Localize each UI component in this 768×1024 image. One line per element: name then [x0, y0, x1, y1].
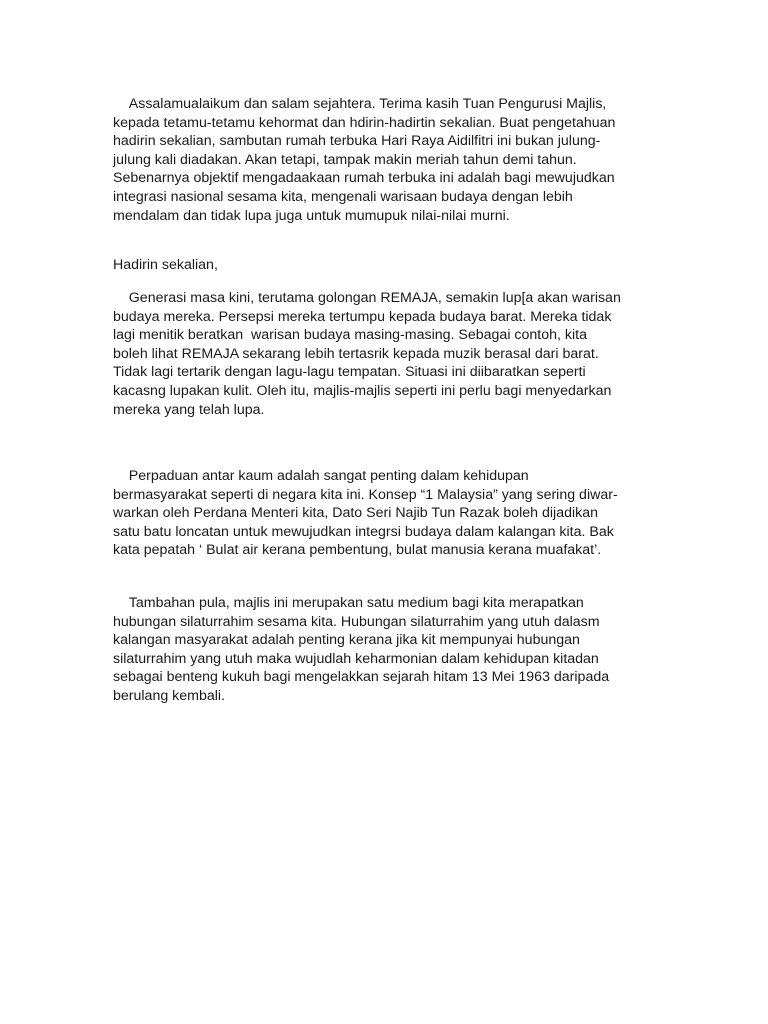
text-line: Hadirin sekalian,	[113, 257, 218, 273]
text-line: kata pepatah ‘ Bulat air kerana pembentung, bulat manusia kerana muafakat’.	[113, 542, 602, 559]
text-line: julung kali diadakan. Akan tetapi, tampak makin meriah tahun demi tahun.	[113, 151, 577, 168]
text-line: berulang kembali.	[113, 687, 225, 704]
text-line: hadirin sekalian, sambutan rumah terbuka Hari Raya Aidilfitri ini bukan julung-	[113, 133, 601, 150]
text-line: warkan oleh Perdana Menteri kita, Dato Seri Najib Tun Razak boleh dijadikan	[113, 505, 599, 522]
text-line: Generasi masa kini, terutama golongan REMAJA, semakin lup[a akan warisan	[113, 290, 621, 306]
text-line: integrasi nasional sesama kita, mengenali warisaan budaya dengan lebih	[113, 188, 573, 205]
text-line: Tidak lagi tertarik dengan lagu-lagu tempatan. Situasi ini diibaratkan seperti	[113, 364, 586, 381]
text-line: budaya mereka. Persepsi mereka tertumpu kepada budaya barat. Mereka tidak	[113, 308, 612, 325]
text-line: mendalam dan tidak lupa juga untuk mumupuk nilai-nilai murni.	[113, 207, 510, 224]
text-line: mereka yang telah lupa.	[113, 401, 265, 418]
text-line: kalangan masyarakat adalah penting kerana jika kit mempunyai hubungan	[113, 632, 580, 649]
text-line: satu batu loncatan untuk mewujudkan integrsi budaya dalam kalangan kita. Bak	[113, 523, 614, 540]
paragraph-salutation	[113, 256, 653, 275]
text-line: boleh lihat REMAJA sekarang lebih tertasrik kepada muzik berasal dari barat.	[113, 345, 599, 362]
text-line: Perpaduan antar kaum adalah sangat penting dalam kehidupan	[113, 468, 529, 484]
text-line: Assalamualaikum dan salam sejahtera. Terima kasih Tuan Pengurusi Majlis,	[113, 96, 607, 112]
text-line: kacasng lupakan kulit. Oleh itu, majlis-majlis seperti ini perlu bagi menyedarkan	[113, 382, 612, 399]
text-line: bermasyarakat seperti di negara kita ini. Konsep “1 Malaysia” yang sering diwar-	[113, 486, 618, 503]
paragraph-greeting	[113, 95, 653, 225]
text-line: kepada tetamu-tetamu kehormat dan hdirin-hadirtin sekalian. Buat pengetahuan	[113, 114, 616, 131]
text-line: silaturrahim yang utuh maka wujudlah keharmonian dalam kehidupan kitadan	[113, 650, 599, 667]
text-line: Tambahan pula, majlis ini merupakan satu medium bagi kita merapatkan	[113, 595, 584, 611]
text-line: hubungan silaturrahim sesama kita. Hubungan silaturrahim yang utuh dalasm	[113, 613, 600, 630]
text-line: Sebenarnya objektif mengadaakaan rumah terbuka ini adalah bagi mewujudkan	[113, 170, 615, 187]
text-line: sebagai benteng kukuh bagi mengelakkan sejarah hitam 13 Mei 1963 daripada	[113, 669, 610, 686]
paragraph-unity	[113, 467, 653, 560]
paragraph-generation	[113, 289, 653, 419]
paragraph-closing	[113, 594, 653, 706]
text-line: lagi menitik beratkan warisan budaya masing-masing. Sebagai contoh, kita	[113, 327, 587, 344]
